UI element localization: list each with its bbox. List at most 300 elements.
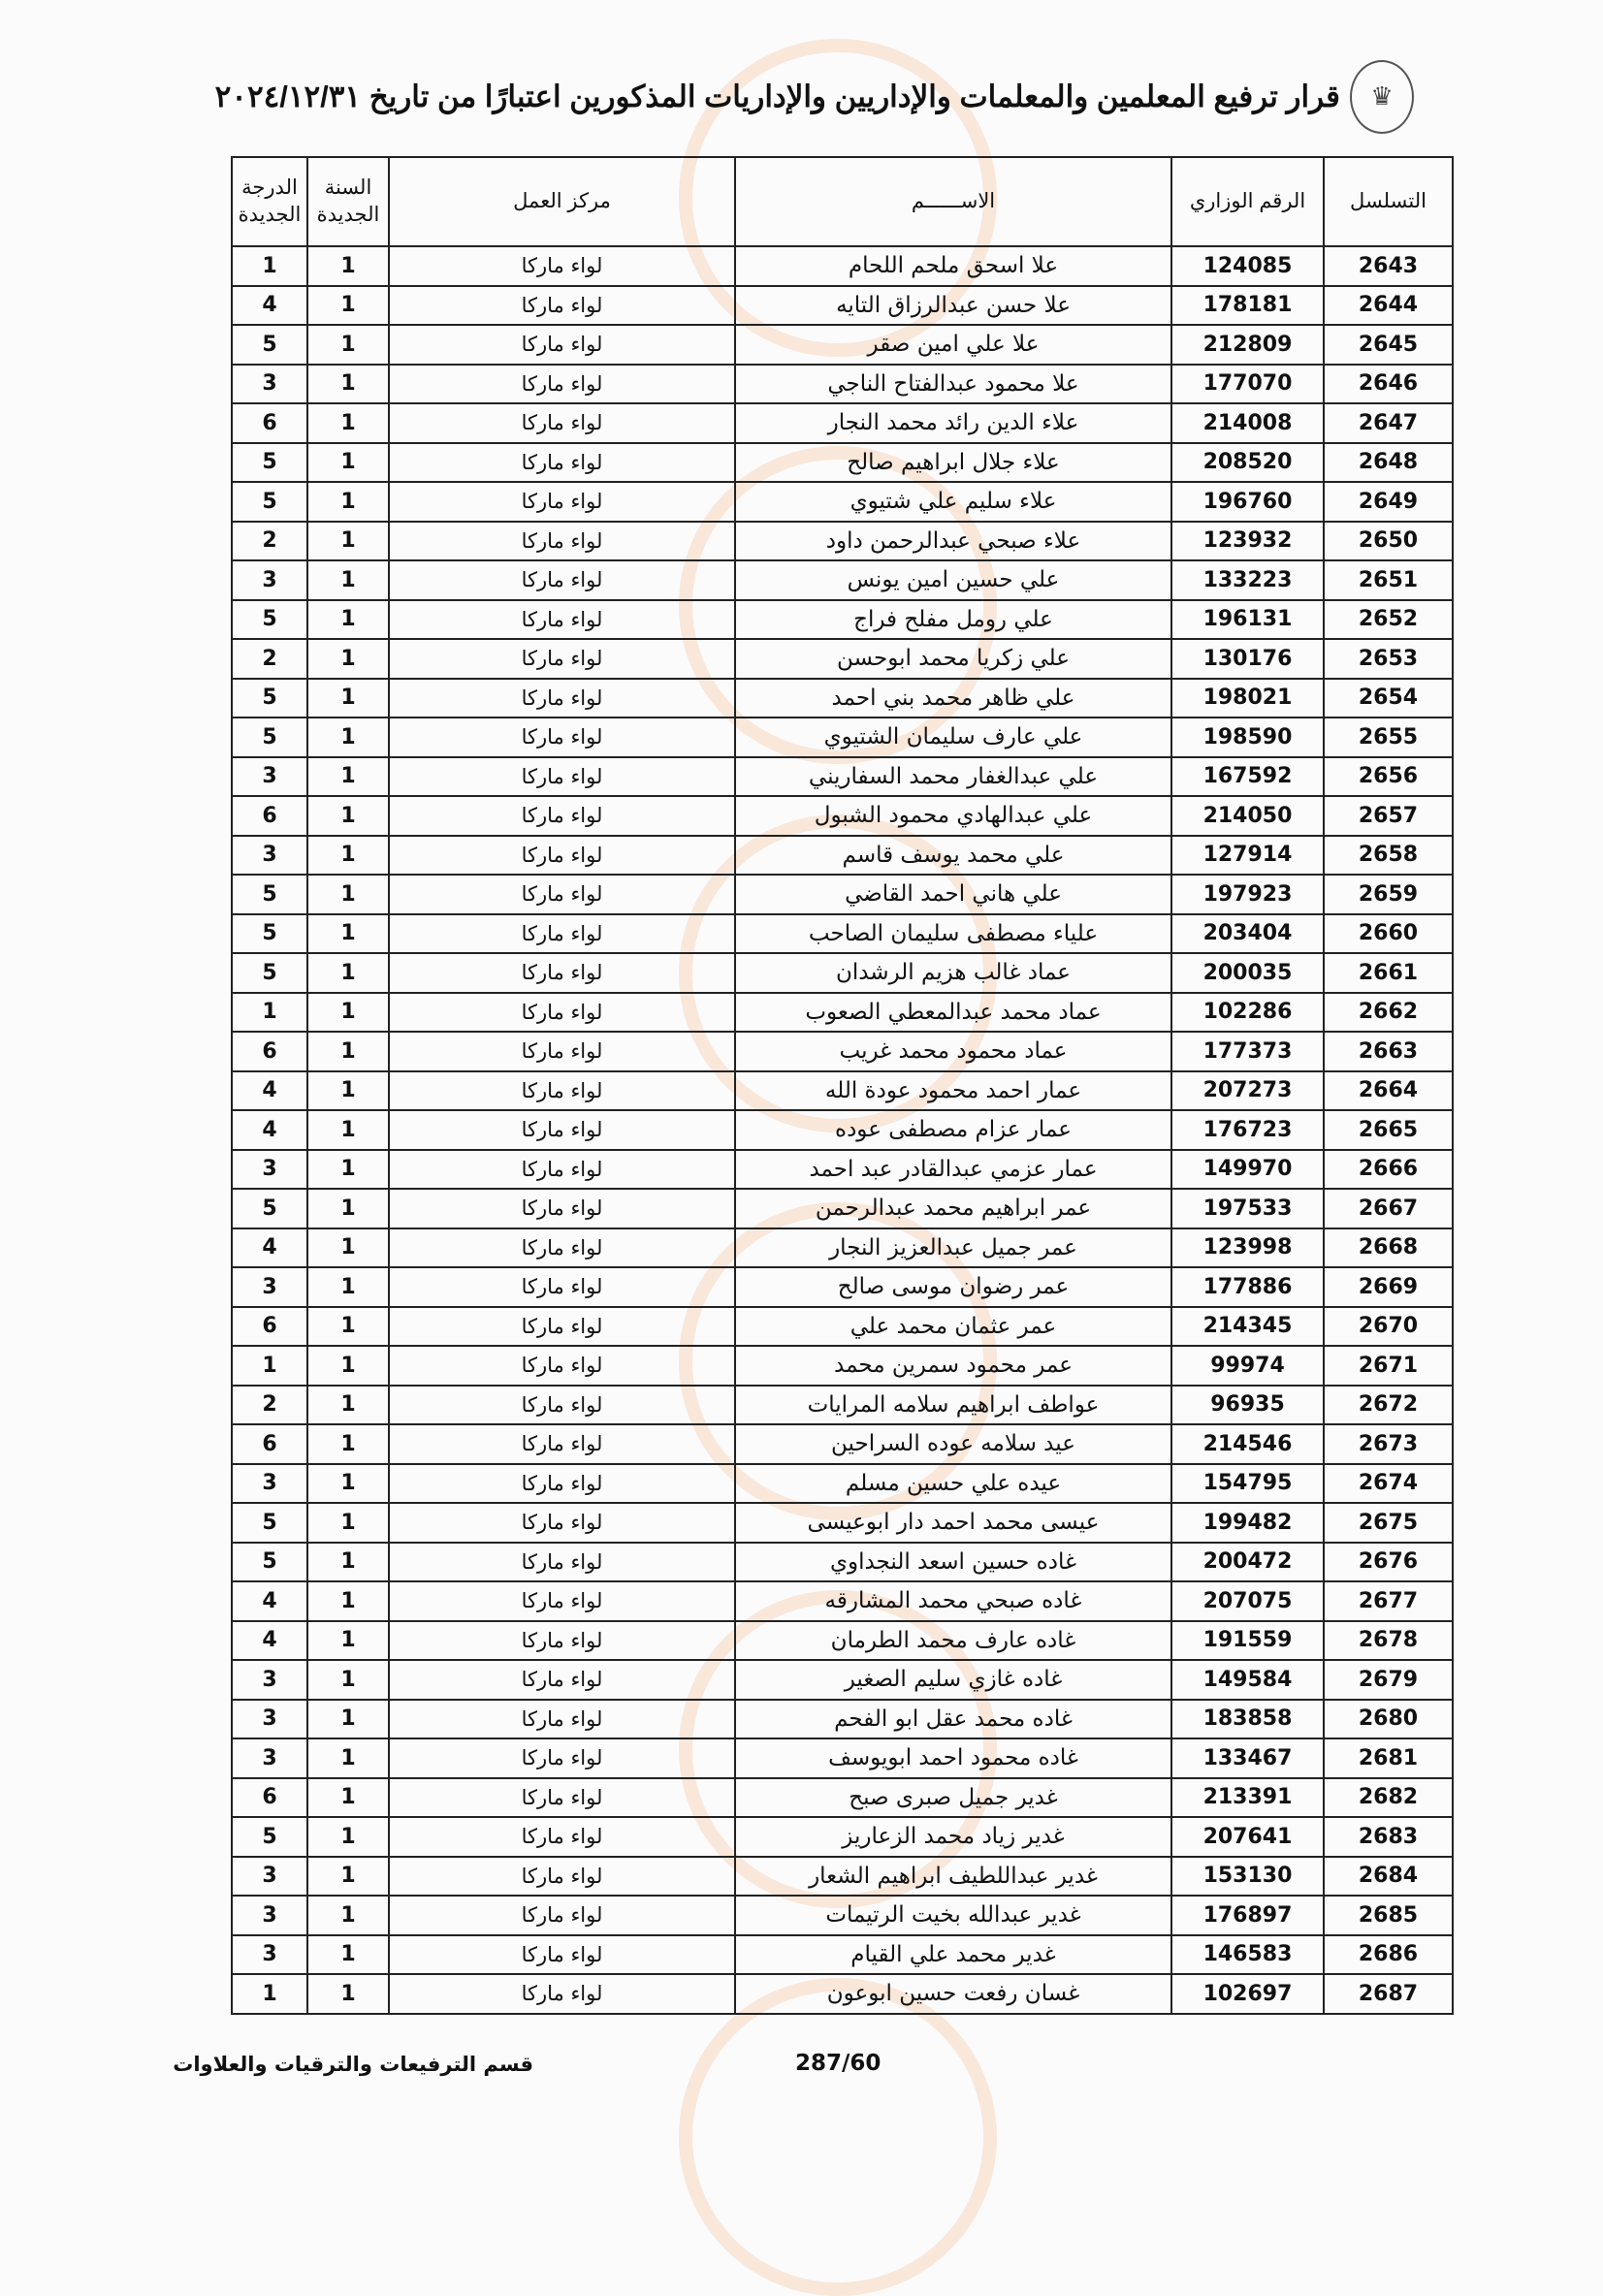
work-center-cell: لواء ماركا [389,1346,735,1386]
name-cell: علياء مصطفى سليمان الصاحب [735,914,1171,954]
work-center-cell: لواء ماركا [389,522,735,561]
name-cell: غدير عبداللطيف ابراهيم الشعار [735,1857,1171,1897]
new-grade-cell: 3 [232,757,307,797]
work-center-cell: لواء ماركا [389,1857,735,1897]
new-grade-cell: 5 [232,1543,307,1582]
work-center-cell: لواء ماركا [389,1503,735,1543]
ministry-id-cell: 214546 [1171,1424,1324,1464]
work-center-cell: لواء ماركا [389,1267,735,1307]
work-center-cell: لواء ماركا [389,1543,735,1582]
table-row [232,1424,1453,1464]
name-cell: غاده غازي سليم الصغير [735,1660,1171,1700]
new-grade-cell: 6 [232,1032,307,1071]
name-cell: علي عبدالغفار محمد السفاريني [735,757,1171,797]
table-row [232,1581,1453,1621]
work-center-cell: لواء ماركا [389,993,735,1033]
table-row [232,1778,1453,1818]
new-grade-cell: 5 [232,325,307,365]
ministry-id-cell: 149970 [1171,1150,1324,1190]
table-row [232,639,1453,679]
serial-cell: 2664 [1324,1071,1453,1111]
name-cell: عمر محمود سمرين محمد [735,1346,1171,1386]
new-year-cell: 1 [307,1935,389,1975]
table-row [232,1189,1453,1228]
name-cell: عمر ابراهيم محمد عبدالرحمن [735,1189,1171,1228]
ministry-id-cell: 123998 [1171,1228,1324,1268]
serial-cell: 2684 [1324,1857,1453,1897]
new-year-cell: 1 [307,1150,389,1190]
table-row [232,953,1453,993]
serial-cell: 2659 [1324,875,1453,914]
serial-cell: 2661 [1324,953,1453,993]
ministry-id-cell: 213391 [1171,1778,1324,1818]
new-year-cell: 1 [307,1228,389,1268]
ministry-id-cell: 123932 [1171,522,1324,561]
table-row [232,1150,1453,1190]
new-year-cell: 1 [307,286,389,326]
new-grade-cell: 3 [232,1267,307,1307]
name-cell: علي حسين امين يونس [735,560,1171,600]
work-center-cell: لواء ماركا [389,1110,735,1150]
new-year-cell: 1 [307,1778,389,1818]
serial-cell: 2685 [1324,1896,1453,1935]
new-year-cell: 1 [307,482,389,522]
new-year-cell: 1 [307,1543,389,1582]
work-center-cell: لواء ماركا [389,403,735,443]
table-row [232,836,1453,876]
table-row [232,1817,1453,1857]
new-year-cell: 1 [307,1110,389,1150]
page-number: 287/60 [795,2051,882,2076]
work-center-cell: لواء ماركا [389,1700,735,1739]
table-row [232,600,1453,640]
serial-cell: 2672 [1324,1386,1453,1425]
new-year-cell: 1 [307,1503,389,1543]
ministry-id-cell: 196131 [1171,600,1324,640]
new-year-cell: 1 [307,1189,389,1228]
new-year-cell: 1 [307,914,389,954]
header-new-grade: الدرجة الجديدة [232,157,307,246]
table-row [232,875,1453,914]
new-year-cell: 1 [307,1660,389,1700]
ministry-id-cell: 198590 [1171,718,1324,757]
new-grade-cell: 3 [232,1857,307,1897]
new-year-cell: 1 [307,325,389,365]
ministry-id-cell: 200035 [1171,953,1324,993]
ministry-id-cell: 212809 [1171,325,1324,365]
ministry-id-cell: 198021 [1171,679,1324,718]
new-grade-cell: 3 [232,1660,307,1700]
work-center-cell: لواء ماركا [389,1150,735,1190]
new-grade-cell: 3 [232,1935,307,1975]
serial-cell: 2660 [1324,914,1453,954]
serial-cell: 2644 [1324,286,1453,326]
work-center-cell: لواء ماركا [389,600,735,640]
new-grade-cell: 2 [232,522,307,561]
table-row [232,1307,1453,1347]
table-row [232,1503,1453,1543]
work-center-cell: لواء ماركا [389,1071,735,1111]
new-grade-cell: 1 [232,1346,307,1386]
new-year-cell: 1 [307,1974,389,2014]
work-center-cell: لواء ماركا [389,1307,735,1347]
new-grade-cell: 1 [232,1974,307,2014]
table-row [232,1974,1453,2014]
new-grade-cell: 1 [232,993,307,1033]
new-year-cell: 1 [307,639,389,679]
table-row [232,1464,1453,1504]
new-grade-cell: 5 [232,718,307,757]
name-cell: غسان رفعت حسين ابوعون [735,1974,1171,2014]
work-center-cell: لواء ماركا [389,1424,735,1464]
name-cell: علي عبدالهادي محمود الشبول [735,796,1171,836]
work-center-cell: لواء ماركا [389,1738,735,1778]
new-grade-cell: 5 [232,1189,307,1228]
serial-cell: 2682 [1324,1778,1453,1818]
header-new-year: السنة الجديدة [307,157,389,246]
ministry-id-cell: 176723 [1171,1110,1324,1150]
serial-cell: 2646 [1324,365,1453,404]
serial-cell: 2653 [1324,639,1453,679]
new-grade-cell: 2 [232,639,307,679]
new-grade-cell: 4 [232,1071,307,1111]
work-center-cell: لواء ماركا [389,639,735,679]
name-cell: عمر جميل عبدالعزيز النجار [735,1228,1171,1268]
new-year-cell: 1 [307,1424,389,1464]
work-center-cell: لواء ماركا [389,914,735,954]
serial-cell: 2650 [1324,522,1453,561]
ministry-id-cell: 133467 [1171,1738,1324,1778]
name-cell: علاء سليم علي شتيوي [735,482,1171,522]
name-cell: عمر رضوان موسى صالح [735,1267,1171,1307]
ministry-id-cell: 153130 [1171,1857,1324,1897]
new-grade-cell: 6 [232,1778,307,1818]
new-grade-cell: 3 [232,1700,307,1739]
table-row [232,482,1453,522]
name-cell: عيسى محمد احمد دار ابوعيسى [735,1503,1171,1543]
ministry-id-cell: 207273 [1171,1071,1324,1111]
name-cell: عماد غالب هزيم الرشدان [735,953,1171,993]
serial-cell: 2686 [1324,1935,1453,1975]
name-cell: علي محمد يوسف قاسم [735,836,1171,876]
serial-cell: 2656 [1324,757,1453,797]
ministry-id-cell: 127914 [1171,836,1324,876]
ministry-id-cell: 130176 [1171,639,1324,679]
new-grade-cell: 3 [232,365,307,404]
name-cell: علا علي امين صقر [735,325,1171,365]
new-year-cell: 1 [307,1464,389,1504]
ministry-id-cell: 207641 [1171,1817,1324,1857]
department-name: قسم الترفيعات والترقيات والعلاوات [173,2053,533,2076]
serial-cell: 2668 [1324,1228,1453,1268]
name-cell: عمر عثمان محمد علي [735,1307,1171,1347]
new-year-cell: 1 [307,1700,389,1739]
new-grade-cell: 4 [232,1228,307,1268]
table-row [232,522,1453,561]
ministry-id-cell: 102697 [1171,1974,1324,2014]
table-row [232,1738,1453,1778]
name-cell: عواطف ابراهيم سلامه المرايات [735,1386,1171,1425]
table-row [232,1267,1453,1307]
work-center-cell: لواء ماركا [389,325,735,365]
serial-cell: 2669 [1324,1267,1453,1307]
serial-cell: 2678 [1324,1621,1453,1661]
new-year-cell: 1 [307,1346,389,1386]
name-cell: غدير محمد علي القيام [735,1935,1171,1975]
work-center-cell: لواء ماركا [389,836,735,876]
name-cell: علاء جلال ابراهيم صالح [735,443,1171,483]
new-grade-cell: 3 [232,1738,307,1778]
serial-cell: 2665 [1324,1110,1453,1150]
new-grade-cell: 5 [232,443,307,483]
ministry-id-cell: 183858 [1171,1700,1324,1739]
table-row [232,246,1453,286]
table-row [232,993,1453,1033]
serial-cell: 2662 [1324,993,1453,1033]
table-row [232,718,1453,757]
name-cell: عمار عزام مصطفى عوده [735,1110,1171,1150]
serial-cell: 2667 [1324,1189,1453,1228]
work-center-cell: لواء ماركا [389,1032,735,1071]
new-grade-cell: 1 [232,246,307,286]
table-row [232,560,1453,600]
ministry-id-cell: 196760 [1171,482,1324,522]
work-center-cell: لواء ماركا [389,875,735,914]
ministry-id-cell: 214050 [1171,796,1324,836]
new-year-cell: 1 [307,246,389,286]
ministry-id-cell: 214008 [1171,403,1324,443]
new-grade-cell: 4 [232,1581,307,1621]
serial-cell: 2683 [1324,1817,1453,1857]
new-year-cell: 1 [307,1071,389,1111]
name-cell: غاده حسين اسعد النجداوي [735,1543,1171,1582]
name-cell: غدير جميل صبرى صبح [735,1778,1171,1818]
serial-cell: 2655 [1324,718,1453,757]
work-center-cell: لواء ماركا [389,560,735,600]
ministry-id-cell: 176897 [1171,1896,1324,1935]
serial-cell: 2647 [1324,403,1453,443]
serial-cell: 2675 [1324,1503,1453,1543]
serial-cell: 2657 [1324,796,1453,836]
serial-cell: 2676 [1324,1543,1453,1582]
new-grade-cell: 4 [232,286,307,326]
name-cell: غدير عبدالله بخيت الرتيمات [735,1896,1171,1935]
serial-cell: 2680 [1324,1700,1453,1739]
new-year-cell: 1 [307,1267,389,1307]
work-center-cell: لواء ماركا [389,1778,735,1818]
name-cell: غاده صبحي محمد المشارقه [735,1581,1171,1621]
new-year-cell: 1 [307,1738,389,1778]
document-title: قرار ترفيع المعلمين والمعلمات والإداريين والإداريات المذكورين اعتبارًا من تاريخ ٢٠٢٤/١٢/٣١ [214,80,1340,113]
header-ministry-id: الرقم الوزاري [1171,157,1324,246]
work-center-cell: لواء ماركا [389,1935,735,1975]
new-grade-cell: 5 [232,875,307,914]
table-row [232,796,1453,836]
serial-cell: 2671 [1324,1346,1453,1386]
new-year-cell: 1 [307,993,389,1033]
ministry-id-cell: 197923 [1171,875,1324,914]
serial-cell: 2649 [1324,482,1453,522]
name-cell: عماد محمد عبدالمعطي الصعوب [735,993,1171,1033]
serial-cell: 2651 [1324,560,1453,600]
name-cell: علي رومل مفلح فراج [735,600,1171,640]
serial-cell: 2654 [1324,679,1453,718]
work-center-cell: لواء ماركا [389,757,735,797]
work-center-cell: لواء ماركا [389,1974,735,2014]
header-name: الاســــــم [735,157,1171,246]
work-center-cell: لواء ماركا [389,1228,735,1268]
new-grade-cell: 5 [232,600,307,640]
new-year-cell: 1 [307,1032,389,1071]
new-grade-cell: 3 [232,836,307,876]
work-center-cell: لواء ماركا [389,1660,735,1700]
ministry-id-cell: 197533 [1171,1189,1324,1228]
new-year-cell: 1 [307,796,389,836]
new-year-cell: 1 [307,679,389,718]
name-cell: علي ظاهر محمد بني احمد [735,679,1171,718]
work-center-cell: لواء ماركا [389,286,735,326]
table-row [232,1110,1453,1150]
ministry-id-cell: 102286 [1171,993,1324,1033]
new-year-cell: 1 [307,365,389,404]
ministry-id-cell: 207075 [1171,1581,1324,1621]
new-year-cell: 1 [307,875,389,914]
work-center-cell: لواء ماركا [389,953,735,993]
name-cell: علا محمود عبدالفتاح الناجي [735,365,1171,404]
work-center-cell: لواء ماركا [389,443,735,483]
name-cell: غاده محمود احمد ابويوسف [735,1738,1171,1778]
ministry-id-cell: 177373 [1171,1032,1324,1071]
name-cell: غاده عارف محمد الطرمان [735,1621,1171,1661]
new-year-cell: 1 [307,953,389,993]
header-serial: التسلسل [1324,157,1453,246]
work-center-cell: لواء ماركا [389,1896,735,1935]
ministry-id-cell: 133223 [1171,560,1324,600]
table-row [232,679,1453,718]
new-year-cell: 1 [307,1817,389,1857]
name-cell: علي عارف سليمان الشتيوي [735,718,1171,757]
serial-cell: 2681 [1324,1738,1453,1778]
serial-cell: 2673 [1324,1424,1453,1464]
ministry-id-cell: 214345 [1171,1307,1324,1347]
work-center-cell: لواء ماركا [389,796,735,836]
serial-cell: 2645 [1324,325,1453,365]
work-center-cell: لواء ماركا [389,718,735,757]
serial-cell: 2652 [1324,600,1453,640]
new-grade-cell: 5 [232,953,307,993]
work-center-cell: لواء ماركا [389,246,735,286]
ministry-id-cell: 146583 [1171,1935,1324,1975]
promotions-table [231,156,1454,2015]
work-center-cell: لواء ماركا [389,1817,735,1857]
work-center-cell: لواء ماركا [389,1464,735,1504]
ministry-id-cell: 203404 [1171,914,1324,954]
table-row [232,1032,1453,1071]
name-cell: علي زكريا محمد ابوحسن [735,639,1171,679]
table-header-row [232,157,1453,246]
new-grade-cell: 6 [232,796,307,836]
table-row [232,1621,1453,1661]
new-year-cell: 1 [307,1307,389,1347]
name-cell: عمار عزمي عبدالقادر عبد احمد [735,1150,1171,1190]
new-year-cell: 1 [307,718,389,757]
name-cell: عماد محمود محمد غريب [735,1032,1171,1071]
work-center-cell: لواء ماركا [389,482,735,522]
table-row [232,914,1453,954]
new-grade-cell: 5 [232,1817,307,1857]
new-grade-cell: 4 [232,1110,307,1150]
ministry-id-cell: 208520 [1171,443,1324,483]
name-cell: علاء الدين رائد محمد النجار [735,403,1171,443]
table-row [232,1228,1453,1268]
work-center-cell: لواء ماركا [389,1386,735,1425]
new-grade-cell: 3 [232,560,307,600]
header-work-center: مركز العمل [389,157,735,246]
new-grade-cell: 4 [232,1621,307,1661]
new-year-cell: 1 [307,1896,389,1935]
work-center-cell: لواء ماركا [389,1581,735,1621]
table-row [232,1386,1453,1425]
new-grade-cell: 5 [232,679,307,718]
ministry-id-cell: 154795 [1171,1464,1324,1504]
table-row [232,1857,1453,1897]
new-year-cell: 1 [307,1386,389,1425]
table-row [232,1346,1453,1386]
name-cell: غاده محمد عقل ابو الفحم [735,1700,1171,1739]
ministry-id-cell: 199482 [1171,1503,1324,1543]
new-year-cell: 1 [307,1621,389,1661]
new-year-cell: 1 [307,560,389,600]
ministry-id-cell: 124085 [1171,246,1324,286]
table-row [232,1071,1453,1111]
work-center-cell: لواء ماركا [389,679,735,718]
table-row [232,365,1453,404]
new-year-cell: 1 [307,757,389,797]
serial-cell: 2658 [1324,836,1453,876]
name-cell: عيده علي حسين مسلم [735,1464,1171,1504]
new-grade-cell: 6 [232,1424,307,1464]
new-year-cell: 1 [307,403,389,443]
work-center-cell: لواء ماركا [389,365,735,404]
new-year-cell: 1 [307,443,389,483]
ministry-id-cell: 200472 [1171,1543,1324,1582]
serial-cell: 2670 [1324,1307,1453,1347]
table-row [232,1660,1453,1700]
serial-cell: 2674 [1324,1464,1453,1504]
name-cell: علاء صبحي عبدالرحمن داود [735,522,1171,561]
ministry-id-cell: 167592 [1171,757,1324,797]
new-year-cell: 1 [307,836,389,876]
ministry-id-cell: 177886 [1171,1267,1324,1307]
table-row [232,1543,1453,1582]
serial-cell: 2677 [1324,1581,1453,1621]
new-grade-cell: 3 [232,1896,307,1935]
ministry-id-cell: 149584 [1171,1660,1324,1700]
table-row [232,1896,1453,1935]
new-grade-cell: 6 [232,403,307,443]
serial-cell: 2666 [1324,1150,1453,1190]
new-grade-cell: 3 [232,1150,307,1190]
new-grade-cell: 5 [232,914,307,954]
table-row [232,1935,1453,1975]
name-cell: علي هاني احمد القاضي [735,875,1171,914]
new-year-cell: 1 [307,1857,389,1897]
ministry-id-cell: 191559 [1171,1621,1324,1661]
table-row [232,403,1453,443]
serial-cell: 2643 [1324,246,1453,286]
work-center-cell: لواء ماركا [389,1621,735,1661]
ministry-id-cell: 96935 [1171,1386,1324,1425]
